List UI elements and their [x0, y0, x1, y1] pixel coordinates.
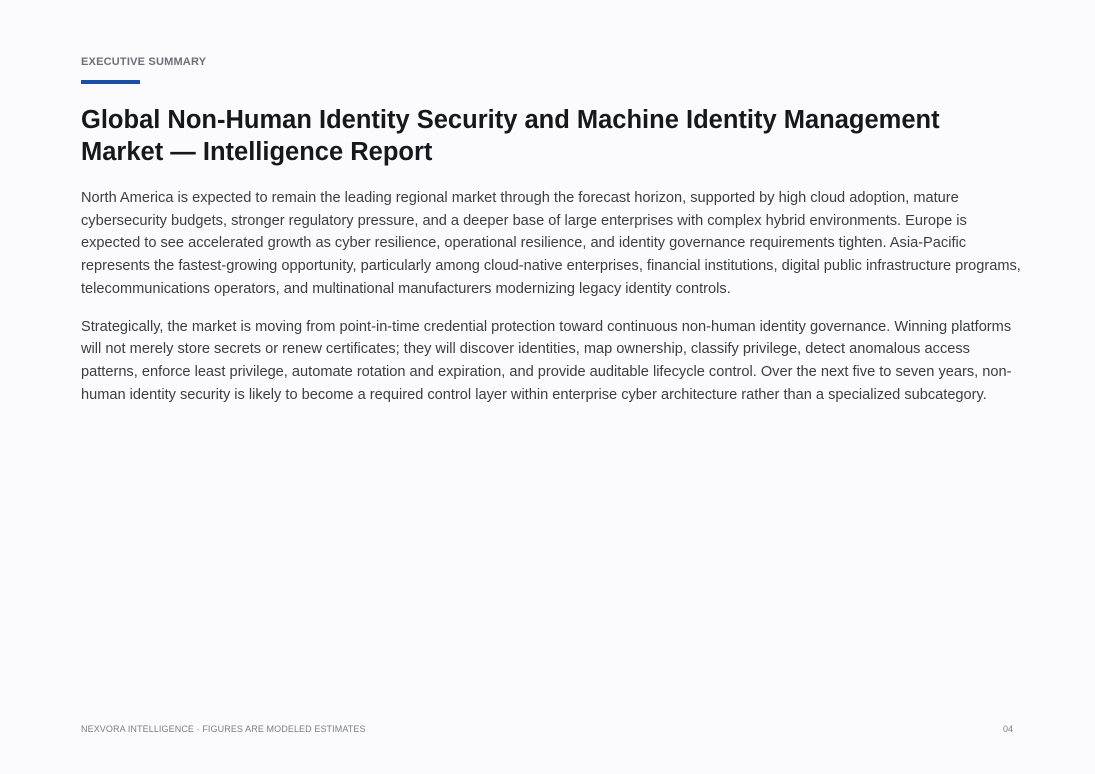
paragraph-regional-outlook: North America is expected to remain the leading regional market through the forecast horizon, supported by high cloud adoption, mature cybersecurity budgets, stronger regulatory pressure, and a deeper base of large enterprises with complex hybrid environments. Europe is expected to see accelerated growth as cyber resilience, operational resilience, and identity governance requirements tighten. Asia-Pacific represents the fastest-growing opportunity, particularly among cloud-native enterprises, financial institutions, digital public infrastructure programs, telecommunications operators, and multinational manufacturers modernizing legacy identity controls.	[81, 190, 1021, 297]
page-title: Global Non-Human Identity Security and Machine Identity Management Market — Intelligence Report	[81, 106, 940, 166]
executive-summary-body	[81, 187, 1021, 421]
footer-source-note: NEXVORA INTELLIGENCE · FIGURES ARE MODELED ESTIMATES	[81, 724, 366, 734]
page-number: 04	[1002, 724, 1013, 734]
paragraph-strategic-outlook: Strategically, the market is moving from point-in-time credential protection toward continuous non-human identity governance. Winning platforms will not merely store secrets or renew certificates; they will discover identities, map ownership, classify privilege, detect anomalous access patterns, enforce least privilege, automate rotation and expiration, and provide auditable lifecycle control. Over the next five to seven years, non-human identity security is likely to become a required control layer within enterprise cyber architecture rather than a specialized subcategory.	[81, 318, 1012, 403]
section-label: EXECUTIVE SUMMARY	[81, 56, 207, 68]
accent-bar	[81, 80, 140, 84]
